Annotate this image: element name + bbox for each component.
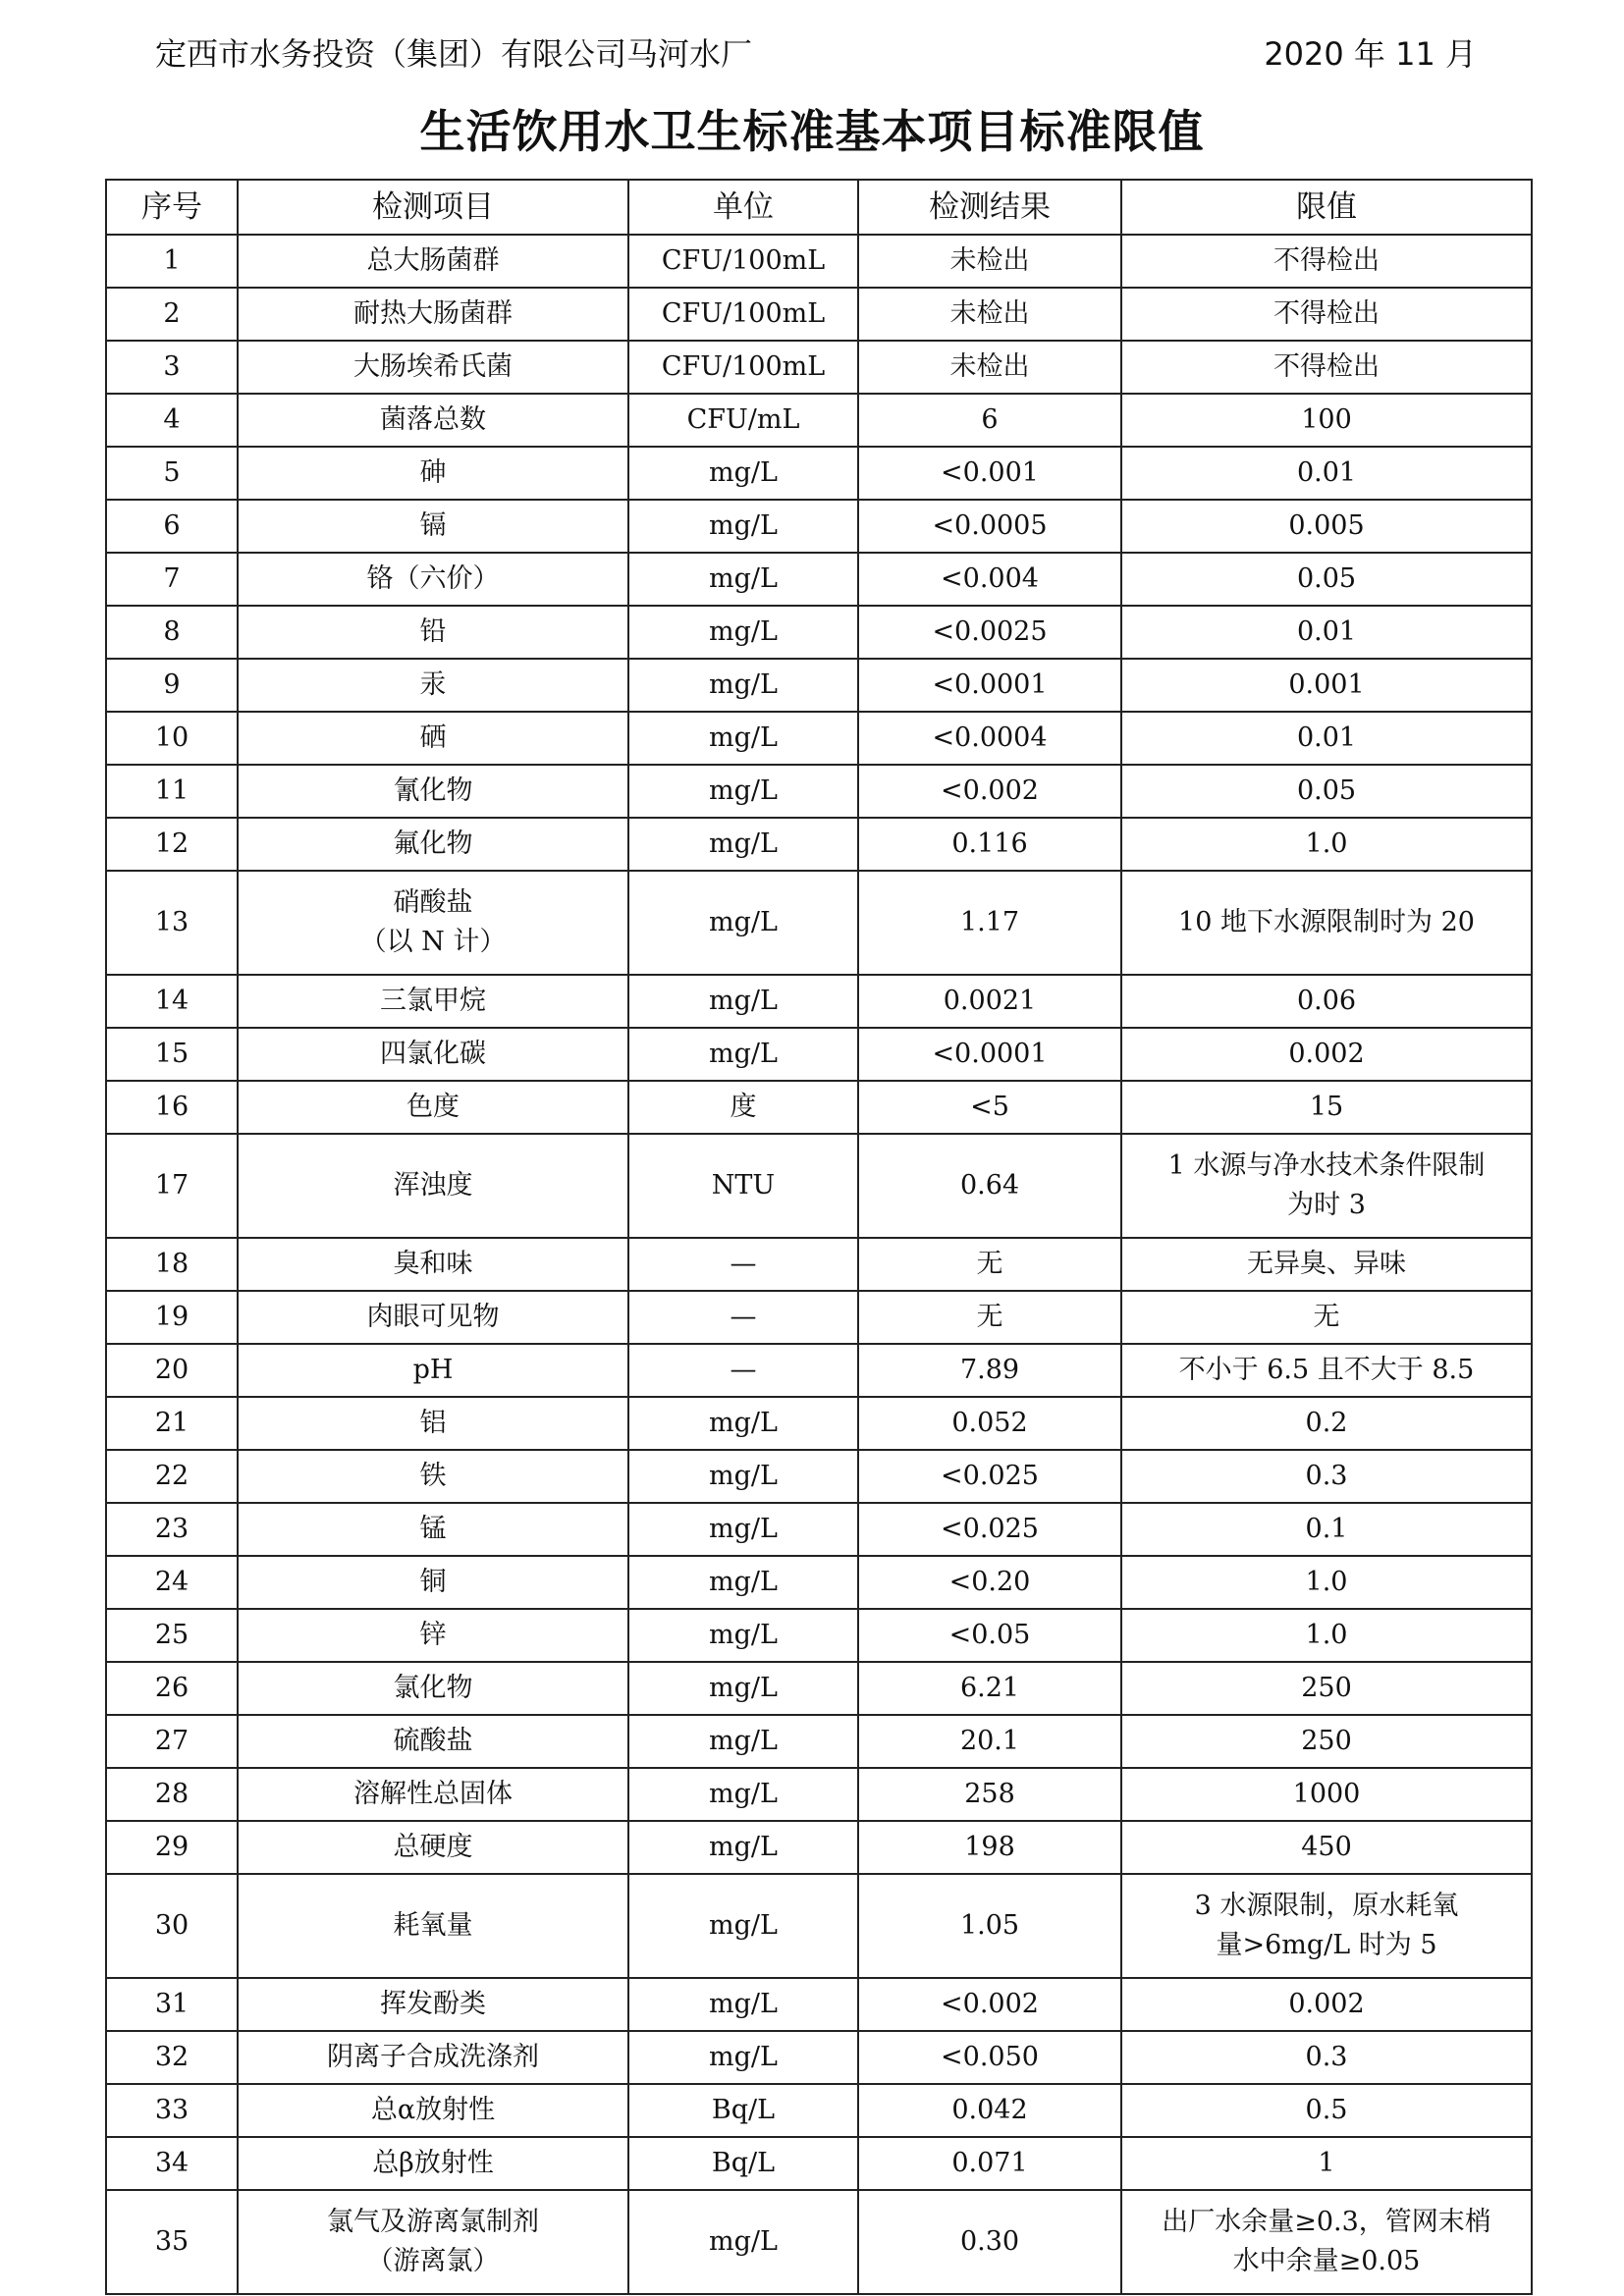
- cell-result: 0.042: [858, 2084, 1121, 2137]
- cell-unit: mg/L: [628, 1874, 858, 1978]
- cell-unit: mg/L: [628, 1556, 858, 1609]
- cell-item-line: 铬（六价）: [366, 563, 500, 594]
- cell-item: [238, 2137, 628, 2190]
- cell-item: [238, 1344, 628, 1397]
- table-row: [106, 1028, 1532, 1081]
- cell-unit: mg/L: [628, 553, 858, 606]
- cell-item: [238, 235, 628, 288]
- column-header-item: 检测项目: [238, 180, 628, 235]
- cell-item-line: 锌: [419, 1620, 447, 1650]
- cell-no: 7: [106, 553, 238, 606]
- cell-item-line: pH: [412, 1355, 454, 1385]
- table-row: [106, 818, 1532, 871]
- table-row: [106, 2190, 1532, 2294]
- cell-no: 20: [106, 1344, 238, 1397]
- page-header: [155, 27, 1477, 77]
- cell-limit: [1121, 1028, 1532, 1081]
- cell-item: [238, 394, 628, 447]
- cell-limit: [1121, 1397, 1532, 1450]
- cell-item-line: 铝: [419, 1408, 447, 1438]
- cell-unit: mg/L: [628, 975, 858, 1028]
- cell-result: 0.0021: [858, 975, 1121, 1028]
- cell-limit-line: 0.06: [1296, 986, 1357, 1016]
- cell-limit-line: 0.3: [1305, 1461, 1348, 1491]
- table-body: [106, 235, 1532, 2294]
- cell-item-line: 汞: [419, 669, 447, 700]
- cell-item-line: 肉眼可见物: [366, 1302, 500, 1332]
- cell-limit-line: 0.01: [1296, 722, 1357, 753]
- cell-item: [238, 1081, 628, 1134]
- table-row: [106, 235, 1532, 288]
- cell-item: [238, 1768, 628, 1821]
- cell-item-line: 溶解性总固体: [353, 1779, 513, 1809]
- cell-limit-line: 1: [1318, 2148, 1335, 2178]
- cell-item: [238, 1503, 628, 1556]
- cell-unit: CFU/100mL: [628, 235, 858, 288]
- cell-unit: mg/L: [628, 1978, 858, 2031]
- cell-no: 26: [106, 1662, 238, 1715]
- cell-item: [238, 2190, 628, 2294]
- cell-no: 24: [106, 1556, 238, 1609]
- cell-limit-line: 1000: [1292, 1779, 1361, 1809]
- cell-limit-line: 出厂水余量≥0.3，管网末梢: [1162, 2207, 1491, 2237]
- cell-limit-line: 不得检出: [1273, 298, 1380, 329]
- cell-item: [238, 288, 628, 341]
- cell-result: <0.002: [858, 1978, 1121, 2031]
- cell-unit: mg/L: [628, 606, 858, 659]
- table-row: [106, 1081, 1532, 1134]
- cell-result: 无: [858, 1238, 1121, 1291]
- cell-limit-line: 0.01: [1296, 457, 1357, 488]
- cell-item-line: 硫酸盐: [393, 1726, 473, 1756]
- cell-unit: mg/L: [628, 1609, 858, 1662]
- cell-item-line: 镉: [419, 510, 447, 541]
- table-row: [106, 1291, 1532, 1344]
- cell-unit: CFU/100mL: [628, 288, 858, 341]
- cell-item: [238, 1978, 628, 2031]
- cell-limit: [1121, 871, 1532, 975]
- cell-no: 17: [106, 1134, 238, 1238]
- cell-no: 2: [106, 288, 238, 341]
- cell-result: 20.1: [858, 1715, 1121, 1768]
- cell-result: 0.052: [858, 1397, 1121, 1450]
- cell-no: 27: [106, 1715, 238, 1768]
- cell-item: [238, 1238, 628, 1291]
- cell-no: 4: [106, 394, 238, 447]
- column-header-result: 检测结果: [858, 180, 1121, 235]
- cell-limit: [1121, 2031, 1532, 2084]
- cell-limit-line: 15: [1309, 1092, 1344, 1122]
- results-table: [105, 179, 1533, 2295]
- cell-item-line: 铁: [419, 1461, 447, 1491]
- cell-result: 1.05: [858, 1874, 1121, 1978]
- cell-limit-line: 无: [1313, 1302, 1340, 1332]
- table-row: [106, 2137, 1532, 2190]
- cell-limit-line: 0.001: [1288, 669, 1365, 700]
- table-row: [106, 606, 1532, 659]
- cell-unit: CFU/100mL: [628, 341, 858, 394]
- cell-no: 5: [106, 447, 238, 500]
- cell-item: [238, 871, 628, 975]
- cell-item: [238, 1450, 628, 1503]
- cell-no: 31: [106, 1978, 238, 2031]
- cell-result: <0.0004: [858, 712, 1121, 765]
- cell-unit: mg/L: [628, 871, 858, 975]
- cell-item-line: 铅: [419, 616, 447, 647]
- cell-unit: NTU: [628, 1134, 858, 1238]
- cell-limit: [1121, 1450, 1532, 1503]
- cell-no: 28: [106, 1768, 238, 1821]
- cell-limit: [1121, 606, 1532, 659]
- cell-result: 6.21: [858, 1662, 1121, 1715]
- cell-unit: mg/L: [628, 1503, 858, 1556]
- cell-no: 30: [106, 1874, 238, 1978]
- cell-no: 16: [106, 1081, 238, 1134]
- table-row: [106, 1874, 1532, 1978]
- cell-item: [238, 1291, 628, 1344]
- cell-limit-line: 0.002: [1288, 1989, 1365, 2019]
- cell-limit-line: 无异臭、异味: [1247, 1249, 1406, 1279]
- cell-item-line: 总大肠菌群: [366, 245, 500, 276]
- cell-limit: [1121, 1081, 1532, 1134]
- cell-limit: [1121, 659, 1532, 712]
- cell-item-line: 硝酸盐: [393, 887, 473, 918]
- cell-item: [238, 1662, 628, 1715]
- cell-item: [238, 500, 628, 553]
- cell-item-line: 臭和味: [393, 1249, 473, 1279]
- cell-limit-line: 0.5: [1305, 2095, 1348, 2125]
- table-row: [106, 2084, 1532, 2137]
- cell-item-line: （以 N 计）: [359, 927, 507, 957]
- cell-item-line: 阴离子合成洗涤剂: [327, 2042, 539, 2072]
- cell-unit: mg/L: [628, 818, 858, 871]
- cell-item-line: 总硬度: [393, 1832, 473, 1862]
- cell-limit: [1121, 1874, 1532, 1978]
- table-row: [106, 1978, 1532, 2031]
- cell-limit-line: 0.1: [1305, 1514, 1348, 1544]
- cell-limit-line: 0.01: [1296, 616, 1357, 647]
- cell-unit: mg/L: [628, 712, 858, 765]
- cell-limit: [1121, 1503, 1532, 1556]
- column-header-no: 序号: [106, 180, 238, 235]
- cell-item-line: 总α放射性: [370, 2095, 496, 2125]
- cell-result: 0.071: [858, 2137, 1121, 2190]
- cell-no: 10: [106, 712, 238, 765]
- cell-unit: —: [628, 1238, 858, 1291]
- cell-result: <0.0001: [858, 659, 1121, 712]
- cell-item-line: 耗氧量: [393, 1910, 473, 1941]
- cell-unit: mg/L: [628, 1662, 858, 1715]
- cell-unit: mg/L: [628, 1028, 858, 1081]
- cell-item-line: 浑浊度: [393, 1170, 473, 1201]
- cell-item-line: 总β放射性: [372, 2148, 494, 2178]
- cell-limit: [1121, 1978, 1532, 2031]
- cell-item-line: 四氯化碳: [380, 1039, 486, 1069]
- table-row: [106, 1821, 1532, 1874]
- cell-result: 198: [858, 1821, 1121, 1874]
- table-row: [106, 1134, 1532, 1238]
- table-row: [106, 553, 1532, 606]
- cell-item: [238, 1134, 628, 1238]
- cell-no: 22: [106, 1450, 238, 1503]
- table-row: [106, 1344, 1532, 1397]
- table-row: [106, 712, 1532, 765]
- cell-item: [238, 447, 628, 500]
- cell-item-line: 菌落总数: [380, 404, 486, 435]
- cell-item-line: 铜: [419, 1567, 447, 1597]
- cell-unit: Bq/L: [628, 2137, 858, 2190]
- cell-limit-line: 1.0: [1305, 1620, 1348, 1650]
- cell-limit: [1121, 1134, 1532, 1238]
- cell-limit: [1121, 1662, 1532, 1715]
- cell-limit: [1121, 288, 1532, 341]
- column-header-unit: 单位: [628, 180, 858, 235]
- cell-unit: mg/L: [628, 447, 858, 500]
- cell-limit-line: 100: [1301, 404, 1352, 435]
- cell-result: <0.050: [858, 2031, 1121, 2084]
- cell-limit-line: 量>6mg/L 时为 5: [1216, 1930, 1437, 1960]
- cell-item-line: 氯化物: [393, 1673, 473, 1703]
- cell-unit: mg/L: [628, 659, 858, 712]
- table-row: [106, 1662, 1532, 1715]
- cell-no: 14: [106, 975, 238, 1028]
- cell-unit: mg/L: [628, 1715, 858, 1768]
- cell-result: 未检出: [858, 288, 1121, 341]
- cell-no: 33: [106, 2084, 238, 2137]
- table-row: [106, 394, 1532, 447]
- cell-item-line: 锰: [419, 1514, 447, 1544]
- cell-item: [238, 975, 628, 1028]
- cell-unit: mg/L: [628, 500, 858, 553]
- cell-result: 未检出: [858, 235, 1121, 288]
- cell-result: 0.30: [858, 2190, 1121, 2294]
- cell-result: 7.89: [858, 1344, 1121, 1397]
- cell-unit: —: [628, 1291, 858, 1344]
- cell-limit-line: 1.0: [1305, 1567, 1348, 1597]
- cell-no: 9: [106, 659, 238, 712]
- cell-unit: mg/L: [628, 2190, 858, 2294]
- cell-limit-line: 0.3: [1305, 2042, 1348, 2072]
- cell-item-line: 氟化物: [393, 828, 473, 859]
- cell-item-line: 砷: [419, 457, 447, 488]
- table-row: [106, 288, 1532, 341]
- cell-result: 未检出: [858, 341, 1121, 394]
- cell-item: [238, 1609, 628, 1662]
- cell-no: 19: [106, 1291, 238, 1344]
- cell-item: [238, 818, 628, 871]
- cell-limit: [1121, 818, 1532, 871]
- cell-limit: [1121, 1238, 1532, 1291]
- cell-result: 1.17: [858, 871, 1121, 975]
- cell-limit: [1121, 500, 1532, 553]
- report-date: 2020 年 11 月: [1264, 35, 1477, 73]
- cell-result: <0.025: [858, 1503, 1121, 1556]
- cell-limit: [1121, 1715, 1532, 1768]
- cell-limit: [1121, 765, 1532, 818]
- cell-no: 25: [106, 1609, 238, 1662]
- cell-limit-line: 250: [1301, 1726, 1352, 1756]
- cell-limit-line: 0.005: [1288, 510, 1365, 541]
- cell-limit: [1121, 235, 1532, 288]
- cell-limit-line: 1 水源与净水技术条件限制: [1167, 1150, 1486, 1181]
- cell-unit: mg/L: [628, 1397, 858, 1450]
- cell-limit-line: 0.2: [1305, 1408, 1348, 1438]
- cell-item: [238, 606, 628, 659]
- table-row: [106, 975, 1532, 1028]
- table-row: [106, 659, 1532, 712]
- cell-limit-line: 不得检出: [1273, 245, 1380, 276]
- cell-no: 18: [106, 1238, 238, 1291]
- cell-unit: mg/L: [628, 1768, 858, 1821]
- cell-result: 258: [858, 1768, 1121, 1821]
- cell-limit-line: 250: [1301, 1673, 1352, 1703]
- table-row: [106, 1238, 1532, 1291]
- cell-unit: Bq/L: [628, 2084, 858, 2137]
- cell-limit-line: 3 水源限制，原水耗氧: [1194, 1891, 1459, 1921]
- cell-limit: [1121, 1291, 1532, 1344]
- cell-item: [238, 712, 628, 765]
- cell-limit: [1121, 341, 1532, 394]
- cell-item-line: 氯气及游离氯制剂: [327, 2207, 539, 2237]
- cell-result: 0.116: [858, 818, 1121, 871]
- cell-result: <0.20: [858, 1556, 1121, 1609]
- table-row: [106, 1556, 1532, 1609]
- cell-item: [238, 341, 628, 394]
- cell-limit: [1121, 1609, 1532, 1662]
- cell-limit: [1121, 2137, 1532, 2190]
- cell-result: 0.64: [858, 1134, 1121, 1238]
- cell-limit: [1121, 394, 1532, 447]
- cell-unit: mg/L: [628, 2031, 858, 2084]
- cell-limit: [1121, 1821, 1532, 1874]
- table-row: [106, 341, 1532, 394]
- cell-unit: mg/L: [628, 1450, 858, 1503]
- document-title: 生活饮用水卫生标准基本项目标准限值: [419, 105, 1205, 158]
- cell-no: 23: [106, 1503, 238, 1556]
- cell-limit-line: 不得检出: [1273, 351, 1380, 382]
- cell-item: [238, 765, 628, 818]
- cell-limit-line: 0.05: [1296, 775, 1357, 806]
- table-header-row: [106, 180, 1532, 235]
- cell-no: 8: [106, 606, 238, 659]
- cell-no: 12: [106, 818, 238, 871]
- table-row: [106, 1397, 1532, 1450]
- cell-item: [238, 2031, 628, 2084]
- cell-no: 35: [106, 2190, 238, 2294]
- cell-item-line: 大肠埃希氏菌: [353, 351, 513, 382]
- company-name: 定西市水务投资（集团）有限公司马河水厂: [155, 35, 753, 73]
- cell-no: 3: [106, 341, 238, 394]
- cell-limit-line: 0.05: [1296, 563, 1357, 594]
- cell-limit-line: 不小于 6.5 且不大于 8.5: [1178, 1355, 1475, 1385]
- cell-item: [238, 1874, 628, 1978]
- cell-result: <0.05: [858, 1609, 1121, 1662]
- cell-limit-line: 0.002: [1288, 1039, 1365, 1069]
- cell-unit: CFU/mL: [628, 394, 858, 447]
- cell-item-line: 挥发酚类: [380, 1989, 486, 2019]
- cell-no: 1: [106, 235, 238, 288]
- cell-limit: [1121, 975, 1532, 1028]
- cell-limit-line: 为时 3: [1287, 1190, 1366, 1220]
- cell-limit-line: 水中余量≥0.05: [1232, 2246, 1421, 2276]
- cell-item-line: 硒: [419, 722, 447, 753]
- cell-item: [238, 1715, 628, 1768]
- cell-result: 6: [858, 394, 1121, 447]
- cell-result: <0.0025: [858, 606, 1121, 659]
- cell-item: [238, 553, 628, 606]
- cell-result: <5: [858, 1081, 1121, 1134]
- table-row: [106, 765, 1532, 818]
- cell-result: 无: [858, 1291, 1121, 1344]
- table-row: [106, 500, 1532, 553]
- table-row: [106, 1768, 1532, 1821]
- cell-no: 15: [106, 1028, 238, 1081]
- cell-limit-line: 1.0: [1305, 828, 1348, 859]
- column-header-limit: 限值: [1121, 180, 1532, 235]
- cell-item: [238, 659, 628, 712]
- cell-no: 11: [106, 765, 238, 818]
- cell-item-line: 氰化物: [393, 775, 473, 806]
- cell-result: <0.002: [858, 765, 1121, 818]
- cell-result: <0.004: [858, 553, 1121, 606]
- cell-no: 29: [106, 1821, 238, 1874]
- cell-limit: [1121, 2190, 1532, 2294]
- cell-item: [238, 2084, 628, 2137]
- cell-limit-line: 10 地下水源限制时为 20: [1178, 907, 1475, 937]
- table-row: [106, 871, 1532, 975]
- cell-no: 6: [106, 500, 238, 553]
- cell-no: 32: [106, 2031, 238, 2084]
- cell-limit: [1121, 1344, 1532, 1397]
- cell-unit: 度: [628, 1081, 858, 1134]
- table-row: [106, 1503, 1532, 1556]
- cell-limit: [1121, 1556, 1532, 1609]
- cell-item-line: 耐热大肠菌群: [353, 298, 513, 329]
- cell-no: 34: [106, 2137, 238, 2190]
- cell-item-line: （游离氯）: [366, 2246, 500, 2276]
- cell-item-line: 三氯甲烷: [380, 986, 486, 1016]
- cell-limit: [1121, 553, 1532, 606]
- cell-limit-line: 450: [1301, 1832, 1352, 1862]
- table-row: [106, 2031, 1532, 2084]
- cell-limit: [1121, 447, 1532, 500]
- cell-result: <0.001: [858, 447, 1121, 500]
- cell-item: [238, 1397, 628, 1450]
- table-row: [106, 1609, 1532, 1662]
- table-row: [106, 1715, 1532, 1768]
- cell-unit: mg/L: [628, 1821, 858, 1874]
- cell-result: <0.025: [858, 1450, 1121, 1503]
- cell-limit: [1121, 712, 1532, 765]
- cell-item: [238, 1556, 628, 1609]
- table-row: [106, 1450, 1532, 1503]
- cell-result: <0.0001: [858, 1028, 1121, 1081]
- cell-no: 21: [106, 1397, 238, 1450]
- cell-no: 13: [106, 871, 238, 975]
- cell-item: [238, 1821, 628, 1874]
- cell-unit: mg/L: [628, 765, 858, 818]
- cell-item: [238, 1028, 628, 1081]
- cell-unit: —: [628, 1344, 858, 1397]
- cell-item-line: 色度: [406, 1092, 460, 1122]
- cell-limit: [1121, 1768, 1532, 1821]
- cell-result: <0.0005: [858, 500, 1121, 553]
- cell-limit: [1121, 2084, 1532, 2137]
- table-row: [106, 447, 1532, 500]
